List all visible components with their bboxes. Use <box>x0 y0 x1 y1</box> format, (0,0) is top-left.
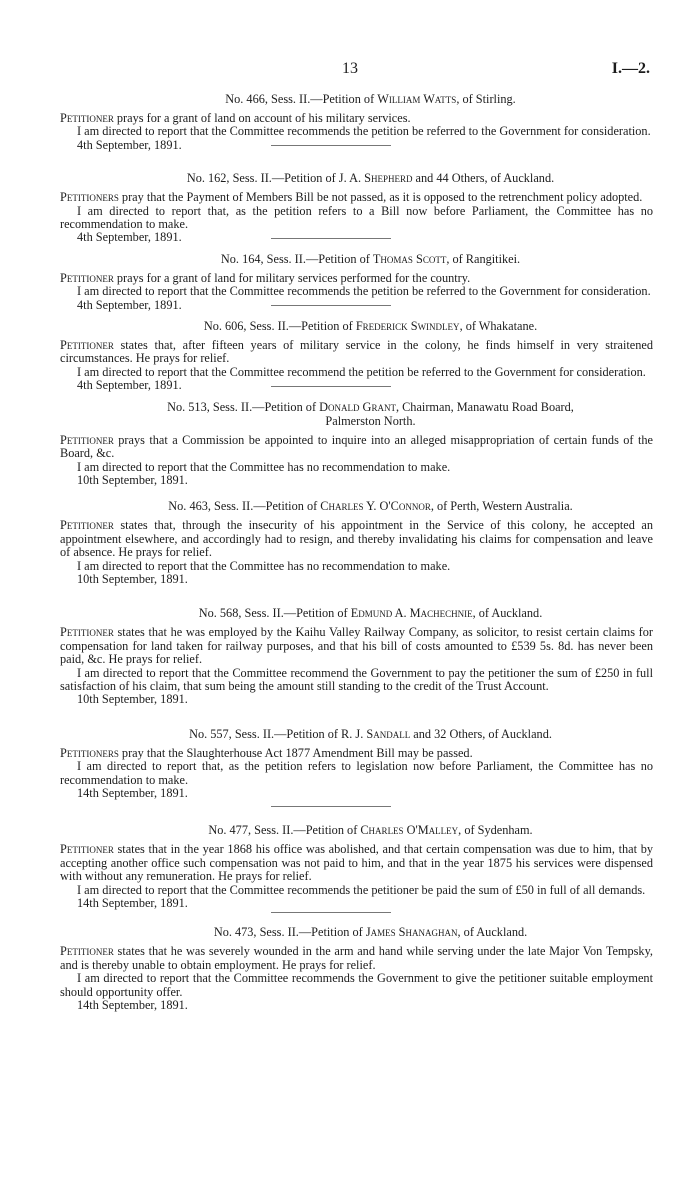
divider-rule <box>271 145 391 146</box>
document-reference: I.—2. <box>611 60 650 77</box>
heading-number: No. 606, Sess. II.—Petition of <box>203 319 356 334</box>
page-number: 13 <box>342 60 358 77</box>
heading-number: No. 466, Sess. II.—Petition of <box>225 92 378 106</box>
petitioner-name: Sandall <box>366 726 411 741</box>
committee-report: I am directed to report that, as the petition refers to a Bill now before Parliament, the Committee has no recommendation to make. <box>60 203 653 232</box>
divider-rule <box>271 912 391 913</box>
petitioner-name: William Watts <box>377 92 457 106</box>
heading-place: and 32 Others, of Auckland. <box>410 726 552 741</box>
statement-text: prays that a Commission be appointed to inquire into an alleged misappropriation of certain funds of the Board, &c. <box>60 432 653 461</box>
committee-report: I am directed to report that the Committee recommend the petition be referred to the Government for consideration. <box>77 364 646 379</box>
petition-statement <box>60 747 653 760</box>
petition-entry <box>60 925 653 1013</box>
petition-statement <box>60 626 653 666</box>
statement-text: states that in the year 1868 his office was abolished, and that certain compensation was due to him, that by accepting another office such compensation was not paid to him, and that in the year 1875 his services were dispensed with without any remuneration. He prays for relief. <box>60 842 653 884</box>
petitioner-name: Frederick Swindley <box>355 319 460 334</box>
petition-heading <box>88 92 653 106</box>
heading-place: , of Auckland. <box>457 925 528 940</box>
report-date: 14th September, 1891. <box>77 786 188 800</box>
divider-rule <box>271 806 391 807</box>
petitioner-name: Thomas Scott <box>372 251 447 266</box>
petitioner-label: Petitioners <box>60 190 119 205</box>
report-date: 10th September, 1891. <box>77 571 188 586</box>
divider-rule <box>271 386 391 387</box>
heading-place: , of Rangitikei. <box>446 251 521 266</box>
committee-report: I am directed to report that the Committee recommends the petition be referred to the Government for consideration. <box>77 284 651 299</box>
heading-place: , of Perth, Western Australia. <box>430 499 573 514</box>
report-date: 14th September, 1891. <box>77 896 188 911</box>
petition-list <box>60 92 653 1013</box>
heading-place: , of Stirling. <box>456 92 516 106</box>
statement-text: pray that the Slaughterhouse Act 1877 Amendment Bill may be passed. <box>118 745 473 760</box>
petitioner-label: Petitioner <box>60 111 114 125</box>
petitioner-label: Petitioner <box>60 625 114 640</box>
petition-entry <box>60 606 653 707</box>
divider-rule <box>271 305 391 306</box>
report-date: 4th September, 1891. <box>77 297 182 312</box>
committee-report: I am directed to report that the Committee recommend the Government to pay the petitioner the sum of £250 in full satisfaction of his claim, that sum being the amount still standing to the credit of the Trust Account. <box>60 665 653 693</box>
petitioner-label: Petitioner <box>60 944 114 959</box>
petition-heading <box>88 319 653 333</box>
divider-rule <box>271 238 391 239</box>
report-date: 10th September, 1891. <box>77 692 188 707</box>
statement-text: states that he was severely wounded in the arm and hand while serving under the late Major Von Tempsky, and is thereby unable to obtain employment. He prays for relief. <box>60 944 653 972</box>
heading-number: No. 473, Sess. II.—Petition of <box>213 925 366 940</box>
petition-statement <box>60 519 653 559</box>
report-date: 4th September, 1891. <box>77 137 182 152</box>
heading-number: No. 568, Sess. II.—Petition of <box>198 606 351 621</box>
report-date: 14th September, 1891. <box>77 998 188 1013</box>
statement-text: states that he was employed by the Kaihu Valley Railway Company, as solicitor, to resist certain claims for compensation for land taken for railway purposes, and that his bill of costs amounted to £539 5s. 8d. has never been paid, &c. He prays for relief. <box>60 625 653 667</box>
heading-number: No. 164, Sess. II.—Petition of <box>220 251 373 266</box>
heading-number: No. 557, Sess. II.—Petition of R. J. <box>189 726 367 741</box>
heading-number: No. 162, Sess. II.—Petition of J. A. <box>186 171 365 186</box>
petitioner-name: James Shanaghan <box>365 925 458 940</box>
petition-statement <box>60 434 653 461</box>
heading-place: , of Auckland. <box>472 606 543 621</box>
committee-report: I am directed to report that the Committee has no recommendation to make. <box>77 558 451 573</box>
petition-heading <box>88 252 653 266</box>
petitioner-name: Shepherd <box>364 171 413 186</box>
heading-place: and 44 Others, of Auckland. <box>412 171 555 186</box>
petition-entry <box>60 823 653 911</box>
petitioner-name: Donald Grant <box>319 399 396 414</box>
petitioner-label: Petitioners <box>60 745 119 760</box>
petition-heading <box>88 400 653 428</box>
petition-entry <box>60 499 653 586</box>
petition-entry <box>60 319 653 394</box>
petitioner-label: Petitioner <box>60 432 114 447</box>
petitioner-label: Petitioner <box>60 518 114 533</box>
heading-place: , of Sydenham. <box>458 823 533 838</box>
petitioner-name: Charles Y. O'Connor <box>320 499 431 514</box>
petition-statement <box>60 272 653 285</box>
committee-report: I am directed to report that, as the petition refers to legislation now before Parliament, the Committee has no recommendation to make. <box>60 759 653 787</box>
petitioner-name: Edmund A. Machechnie <box>350 606 473 621</box>
petition-statement <box>60 112 653 125</box>
statement-text: states that, after fifteen years of military service in the colony, he finds himself in very straitened circumstances. He prays for relief. <box>60 338 653 366</box>
petitioner-name: Charles O'Malley <box>360 823 459 838</box>
petition-statement <box>60 191 653 204</box>
petition-statement <box>60 339 653 366</box>
heading-number: No. 513, Sess. II.—Petition of <box>167 399 320 414</box>
petitioner-label: Petitioner <box>60 842 114 857</box>
report-date: 10th September, 1891. <box>77 472 188 487</box>
petition-heading <box>88 606 653 620</box>
statement-text: prays for a grant of land on account of his military services. <box>113 111 411 125</box>
petition-entry <box>60 726 653 802</box>
statement-text: prays for a grant of land for military services performed for the country. <box>113 270 471 285</box>
petition-entry <box>60 399 653 488</box>
petition-heading <box>88 823 653 837</box>
committee-report: I am directed to report that the Committee recommends the petitioner be paid the sum of £50 in full of all demands. <box>77 882 646 897</box>
statement-text: pray that the Payment of Members Bill be not passed, as it is opposed to the retrenchment policy adopted. <box>118 190 643 205</box>
heading-place: , Chairman, Manawatu Road Board, Palmerston North. <box>325 399 574 428</box>
petition-heading <box>88 171 653 185</box>
petition-entry <box>60 171 653 246</box>
heading-number: No. 477, Sess. II.—Petition of <box>208 823 361 838</box>
report-date: 4th September, 1891. <box>77 378 182 393</box>
petition-heading <box>88 925 653 939</box>
heading-place: , of Whakatane. <box>459 319 538 334</box>
petitioner-label: Petitioner <box>60 338 114 353</box>
committee-report: I am directed to report that the Committee recommends the petition be referred to the Government for consideration. <box>77 124 651 139</box>
committee-report: I am directed to report that the Committee has no recommendation to make. <box>77 459 451 474</box>
petition-entry <box>60 92 653 153</box>
statement-text: states that, through the insecurity of his appointment in the Service of this colony, he accepted an appointment elsewhere, and accordingly had to resign, and thereby invalidating his claims for compensation and leave of absence. He prays for relief. <box>60 518 653 560</box>
heading-number: No. 463, Sess. II.—Petition of <box>168 499 321 514</box>
committee-report: I am directed to report that the Committee recommends the Government to give the petitioner suitable employment should opportunity offer. <box>60 971 653 999</box>
petition-statement <box>60 945 653 972</box>
petitioner-label: Petitioner <box>60 270 114 285</box>
petition-entry <box>60 251 653 313</box>
petition-heading <box>88 499 653 513</box>
petition-statement <box>60 843 653 883</box>
report-date: 4th September, 1891. <box>77 230 182 245</box>
petition-heading <box>88 727 653 741</box>
